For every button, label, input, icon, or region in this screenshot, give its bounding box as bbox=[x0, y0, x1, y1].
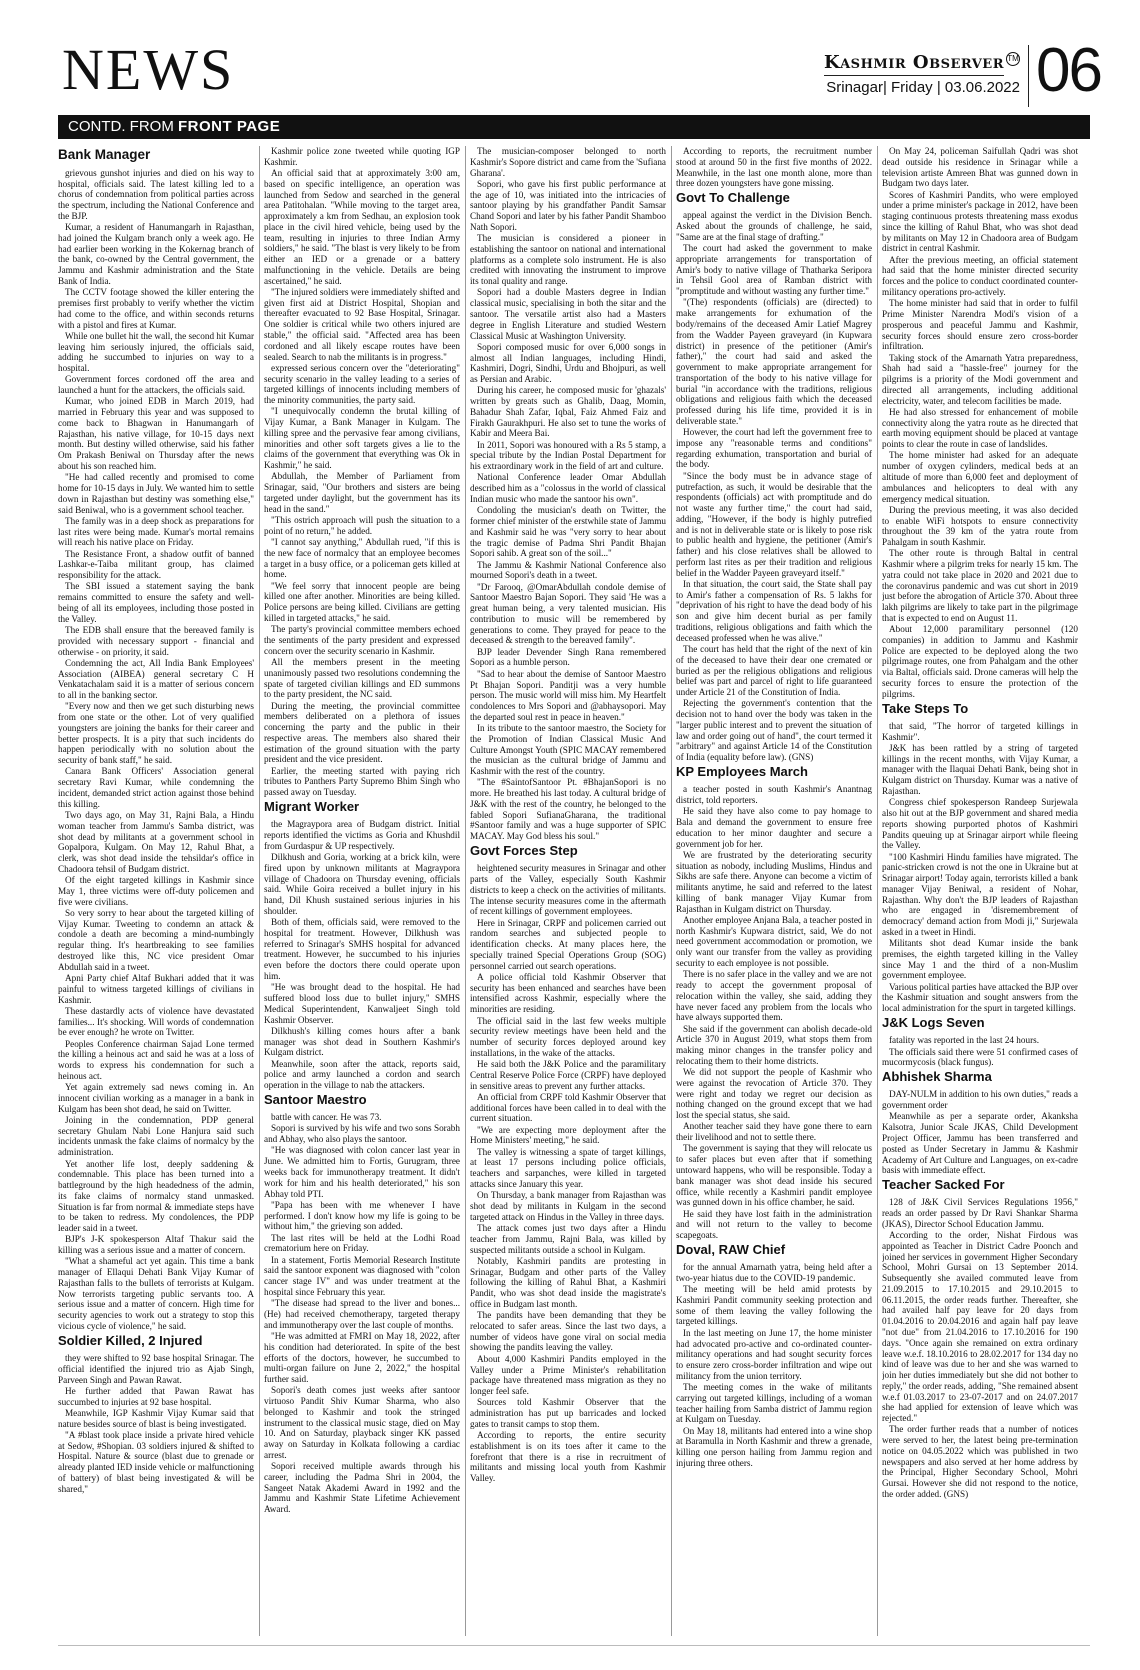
paragraph: The official said in the last few weeks multiple security review meetings have been held and the number of security forces deployed around key installations, in the wake of the attacks. bbox=[470, 1015, 666, 1058]
paragraph: We are frustrated by the deteriorating security situation as nobody, including Muslims, Hindus and Sikhs are safe there. Anyone can become a victim of militants anytime, he said and referred to the latest killing of bank manager Vijay Kumar from Rajasthan in Kulgam district on Thursday. bbox=[676, 849, 872, 914]
paragraph: The last rites will be held at the Lodhi Road crematorium here on Friday. bbox=[264, 1232, 460, 1254]
headline-soldier-killed: Soldier Killed, 2 Injured bbox=[58, 1332, 203, 1348]
paragraph: The attack comes just two days after a Hindu teacher from Jammu, Rajni Bala, was killed by suspected militants outside a school in Kulgam. bbox=[470, 1223, 666, 1255]
paragraph: However, the court had left the government free to impose any "reasonable terms and conditions" regarding exhumation, transportation and burial of the body. bbox=[676, 427, 872, 470]
paragraph: We did not support the people of Kashmir who were against the revocation of Article 370. They were right and today we regret our decision as nothing changed on the ground except that we had lost the special status, she said. bbox=[676, 1067, 872, 1121]
paragraph: a teacher posted in south Kashmir's Anantnag district, told reporters. bbox=[676, 784, 872, 805]
paragraph: The party's provincial committee members echoed the sentiments of the party president and expressed concern over the security scenario in Kashmir. bbox=[264, 624, 460, 656]
paragraph: An official from CRPF told Kashmir Observer that additional forces have been called in to deal with the current situation. bbox=[470, 1091, 666, 1124]
paragraph: they were shifted to 92 base hospital Srinagar. The official identified the injured trio as Ajab Singh, Parveen Singh and Pawan Rawat. bbox=[58, 1353, 254, 1385]
paragraph: During his career, he composed music for 'ghazals' written by greats such as Ghalib, Daag, Momin, Bahadur Shah Zafar, Iqbal, Faiz Ahmed Faiz and Firakh Gaurakhpuri. He also set to tune the works of Kabir and Meera Bai. bbox=[470, 385, 666, 439]
paragraph: Sopori composed music for over 6,000 songs in almost all Indian languages, including Hindi, Kashmiri, Dogri, Sindhi, Urdu and Bhojpuri, as well as Persian and Arabic. bbox=[470, 341, 666, 385]
paragraph: battle with cancer. He was 73. bbox=[271, 1112, 382, 1123]
masthead bbox=[720, 52, 1020, 96]
paragraph: Sources told Kashmir Observer that the administration has put up barricades and locked gates to transit camps to stop them. bbox=[470, 1397, 666, 1429]
paragraph: Two days ago, on May 31, Rajni Bala, a Hindu woman teacher from Jammu's Samba district, was shot dead by militants at a government school in Gopalpora, Kulgam. On May 12, Rahul Bhat, a clerk, was shot dead inside the tehsildar's office in Chadoora tehsil of Budgam district. bbox=[58, 810, 254, 874]
paragraph: Militants shot dead Kumar inside the bank premises, the eighth targeted killing in the Valley since May 1 and the third of a non-Muslim government employee. bbox=[882, 938, 1078, 981]
paragraph: Various political parties have attacked the BJP over the Kashmir situation and sought answers from the local administration for the spurt in targeted killings. bbox=[882, 981, 1078, 1014]
paragraph: The Jammu & Kashmir National Conference also mourned Sopori's death in a tweet. bbox=[470, 559, 666, 581]
paragraph: He further added that Pawan Rawat has succumbed to injuries at 92 base hospital. bbox=[58, 1385, 254, 1407]
paragraph: Another employee Anjana Bala, a teacher posted in north Kashmir's Kupwara district, said, We do not need government accommodation or promotion, we only want our transfer from the valley as providing security to each employee is not possible. bbox=[676, 914, 872, 968]
paragraph: The other route is through Baltal in central Kashmir where a pilgrim treks for nearly 15 km. The yatra could not take place in 2020 and 2021 due to the coronavirus pandemic and was cut short in 2019 just before the abrogation of Article 370. About three lakh pilgrims are likely to take part in the pilgrimage that is expected to end on August 11. bbox=[882, 548, 1078, 623]
article-abhishek-sharma bbox=[882, 1089, 1078, 1176]
paragraph: All the members present in the meeting unanimously passed two resolutions condemning the spate of targeted civilian killings and ED summons to the party president, the NC said. bbox=[264, 656, 460, 700]
paragraph: The pandits have been demanding that they be relocated to safer areas. Since the last two days, a number of videos have gone viral on social media showing the pandits leaving the valley. bbox=[470, 1310, 666, 1353]
paragraph: Notably, Kashmiri pandits are protesting in Srinagar, Budgam and other parts of the Valley following the killing of Rahul Bhat, a Kashmiri Pandit, who was shot dead inside the magistrate's office in Budgam last month. bbox=[470, 1255, 666, 1309]
paragraph: During the previous meeting, it was also decided to enable WiFi hotspots to ensure connectivity throughout the 39 km of the yatra route from Pahalgam in south Kashmir. bbox=[882, 504, 1078, 548]
headline-doval-raw: Doval, RAW Chief bbox=[676, 1241, 786, 1257]
paragraph: BJP's J-K spokesperson Altaf Thakur said the killing was a serious issue and a matter of concern. bbox=[58, 1234, 254, 1256]
article-jk-logs bbox=[882, 1035, 1078, 1068]
article-bank-manager bbox=[58, 168, 254, 1332]
column-rule bbox=[259, 146, 260, 1636]
article-santoor-continued bbox=[470, 146, 666, 842]
article-govt-forces bbox=[470, 863, 666, 1484]
paragraph: appeal against the verdict in the Division Bench. Asked about the grounds of challenge, he said, "Same are at the final stage of drafting." bbox=[676, 210, 872, 242]
paragraph: that said, "The horror of targeted killings in Kashmir". bbox=[882, 720, 1078, 742]
paragraph: expressed serious concern over the "deteriorating" security scenario in the valley leading to a series of targeted killings of innocents including members of the minority communities, the party said. bbox=[264, 362, 460, 406]
column-rule bbox=[465, 146, 466, 1636]
paragraph: The musician is considered a pioneer in establishing the santoor on national and international platforms as a complete solo instrument. He is also credited with innovating the instrument to improve its tonal quality and range. bbox=[470, 233, 666, 287]
paragraph: These dastardly acts of violence have devastated families... It's shocking. Will words of condemnation be ever enough? he wrote on Twitter. bbox=[58, 1005, 254, 1038]
paragraph: After the previous meeting, an official statement had said that the home minister directed security forces and the police to conduct coordinated counter-militancy operations pro-actively. bbox=[882, 254, 1078, 297]
article-soldier-continued bbox=[264, 146, 460, 798]
article-doval-raw bbox=[676, 1262, 872, 1469]
paragraph: 128 of J&K Civil Services Regulations 1956," reads an order passed by Dr Ravi Shankar Sharma (JKAS), Director School Education Jammu. bbox=[882, 1197, 1078, 1229]
headline-migrant-worker: Migrant Worker bbox=[264, 798, 360, 814]
paragraph: He said both the J&K Police and the paramilitary Central Reserve Police Force (CRPF) have deployed in sensitive areas to prevent any further attacks. bbox=[470, 1059, 666, 1091]
paragraph: Kumar, a resident of Hanumangarh in Rajasthan, had joined the Kulgam branch only a week ago. He had earlier been working in the Kokernag branch of the bank, co-owned by the Central government, the Jammu and Kashmir administration and the State Bank of India. bbox=[58, 222, 254, 286]
paragraph: About 12,000 paramilitary personnel (120 companies) in addition to Jammu and Kashmir Police are expected to be deployed along the two pilgrimage routes, one from Pahalgam and the other via Baltal, officials said. Drone cameras will help the security forces to ensure the protection of the pilgrims. bbox=[882, 624, 1078, 699]
paragraph: "Dr Farooq, @OmarAbdullah condole demise of Santoor Maestro Bajan Sopori. They said 'He was a great human being, a very talented musician. His contribution to music will be remembered by generations to come. They prayed for peace to the deceased & strength to the bereaved family". bbox=[470, 581, 666, 646]
paragraph: On May 24, policeman Saifullah Qadri was shot dead outside his residence in Srinagar while a television artiste Amreen Bhat was gunned down in Budgam two days later. bbox=[882, 146, 1078, 189]
paragraph: for the annual Amarnath yatra, being held after a two-year hiatus due to the COVID-19 pandemic. bbox=[676, 1262, 872, 1283]
paragraph: Meanwhile, soon after the attack, reports said, police and army launched a cordon and search operation in the village to nab the attackers. bbox=[264, 1058, 460, 1091]
headline-abhishek-sharma: Abhishek Sharma bbox=[882, 1069, 992, 1085]
paragraph: "He was brought dead to the hospital. He had suffered blood loss due to bullet injury," SMHS Medical Superintendent, Kanwaljeet Singh told Kashmir Observer. bbox=[264, 982, 460, 1025]
paragraph: Kashmir police zone tweeted while quoting IGP Kashmir. bbox=[264, 146, 460, 167]
paragraph: On May 18, militants had entered into a wine shop at Baramulla in North Kashmir and threw a grenade, killing one person hailing from Jammu region and injuring three others. bbox=[676, 1425, 872, 1468]
paragraph: He said they have lost faith in the administration and will not return to the valley to become scapegoats. bbox=[676, 1208, 872, 1241]
paragraph: "Every now and then we get such disturbing news from one state or the other. Lot of very qualified youngsters are joining the banks for their career and better prospects. It is a pity that such incidents do happen periodically with no solution about the security of bank staff," he said. bbox=[58, 701, 254, 766]
article-kp-employees bbox=[676, 784, 872, 1241]
paragraph: While one bullet hit the wall, the second hit Kumar leaving him seriously injured, the officials said, adding he succumbed to injuries on way to a hospital. bbox=[58, 330, 254, 374]
paragraph: The musician-composer belonged to north Kashmir's Sopore district and came from the 'Sufiana Gharana'. bbox=[470, 146, 666, 178]
article-migrant-worker bbox=[264, 819, 460, 1091]
paragraph: Peoples Conference chairman Sajad Lone termed the killing a heinous act and said he was at a loss of words to express his condemnation for such a heinous act. bbox=[58, 1038, 254, 1081]
paragraph: He said they have also come to pay homage to Bala and demand the government to ensure free education to her minor daughter and secure a government job for her. bbox=[676, 806, 872, 849]
paragraph: The meeting will be held amid protests by Kashmiri Pandit community seeking protection and some of them leaving the valley following the targeted killings. bbox=[676, 1284, 872, 1327]
paragraph: Joining in the condemnation, PDP general secretary Ghulam Nabi Lone Hanjura said such incidents unmask the fake claims of normalcy by the administration. bbox=[58, 1114, 254, 1158]
paragraph: She said if the government can abolish decade-old Article 370 in August 2019, what stops them from making minor changes in the transfer policy and relocating them to their home districts. bbox=[676, 1023, 872, 1066]
headline-santoor-maestro: Santoor Maestro bbox=[264, 1091, 367, 1107]
paragraph: In a statement, Fortis Memorial Research Institute said the santoor exponent was diagnosed with "colon cancer stage IV" and was under treatment at the hospital since February this year. bbox=[264, 1254, 460, 1297]
column-5 bbox=[882, 146, 1078, 1646]
paragraph: J&K has been rattled by a string of targeted killings in the recent months, with Vijay Kumar, a manager with the Ilaquai Dehati Bank, being shot in Kulgam district on Thursday. Kumar was a native of Rajasthan. bbox=[882, 742, 1078, 796]
paragraph: Condemning the act, All India Bank Employees' Association (AIBEA) general secretary C H Venkatachalam said it is a matter of serious concern to all in the banking sector. bbox=[58, 657, 254, 701]
continued-prefix: CONTD. FROM bbox=[68, 118, 178, 135]
paragraph: Taking stock of the Amarnath Yatra preparedness, Shah had said a "hassle-free" journey for the pilgrims is a priority of the Modi government and directed all arrangements, including additional electricity, water, and telecom facilities be made. bbox=[882, 352, 1078, 406]
paragraph: "(The) respondents (officials) are (directed) to make arrangements for exhumation of the body/remains of the deceased Amir Latief Magrey from the Wadder Payeen graveyard (in Kupwara district) in presence of the petitioner (Amir's father)," the court had said and asked the government to make appropriate arrangement for transportation of the body to his native village for burial "in accordance with the traditions, religious obligations and religious faith which the deceased professed during his life time, provided it is in deliverable state." bbox=[676, 297, 872, 426]
paragraph: "Papa has been with me whenever I have performed. I don't know how my life is going to be without him," the grieving son added. bbox=[264, 1199, 460, 1232]
trademark-icon: TM bbox=[1006, 52, 1020, 66]
paragraph: In 2011, Sopori was honoured with a Rs 5 stamp, a special tribute by the Indian Postal Department for his extraordinary work in the field of art and culture. bbox=[470, 439, 666, 472]
paragraph: Earlier, the meeting started with paying rich tributes to Panthers Party Supremo Bhim Singh who passed away on Tuesday. bbox=[264, 765, 460, 798]
paragraph: The meeting comes in the wake of militants carrying out targeted killings, including of a woman teacher hailing from Samba district of Jammu region at Kulgam on Tuesday. bbox=[676, 1382, 872, 1425]
paragraph: "He was diagnosed with colon cancer last year in June. We admitted him to Fortis, Gurugram, three weeks back for immunotherapy treatment. It didn't work for him and his health deteriorated," his son Abhay told PTI. bbox=[264, 1145, 460, 1199]
paragraph: Sopori is survived by his wife and two sons Sorabh and Abhay, who also plays the santoor. bbox=[264, 1123, 460, 1145]
article-santoor-maestro bbox=[264, 1112, 460, 1515]
headline-jk-logs: J&K Logs Seven bbox=[882, 1015, 985, 1031]
paragraph: grievous gunshot injuries and died on his way to hospital, officials said. The latest killing led to a chorus of condemnation from political parties across the spectrum, including the National Conference and the BJP. bbox=[58, 167, 254, 221]
paragraph: The government is saying that they will relocate us to safer places but even after that if something untoward happens, who will be responsible. Today a bank manager was shot dead inside his secured office, while recently a Kashmiri pandit employee was gunned down in his office chamber, he said. bbox=[676, 1143, 872, 1208]
continued-banner bbox=[58, 115, 1090, 139]
paragraph: Apni Party chief Altaf Bukhari added that it was painful to witness targeted killings of civilians in Kashmir. bbox=[58, 973, 254, 1005]
paragraph: "Since the body must be in advance stage of putrefaction, as such, it would be desirable that the respondents (officials) act with promptitude and do not waste any further time," the court had said, adding, "However, if the body is highly putrefied and is not in deliverable state or is likely to pose risk to public health and hygiene, the petitioner (Amir's father) and his close relatives shall be allowed to perform last rites as per their tradition and religious belief in the Wadder Payeen graveyard itself." bbox=[676, 470, 872, 578]
paragraph: Condoling the musician's death on Twitter, the former chief minister of the erstwhile state of Jammu and Kashmir said he was "very sorry to hear about the tragic demise of Padma Shri Pandit Bhajan Sopori sahib. A great son of the soil..." bbox=[470, 505, 666, 559]
paragraph: Both of them, officials said, were removed to the hospital for treatment. However, Dilkhush was referred to Srinagar's SMHS hospital for advanced treatment. However, he succumbed to his injuries even before the doctors there could operate upon him. bbox=[264, 917, 460, 981]
footer-rule bbox=[58, 1645, 1090, 1646]
paragraph: Of the eight targeted killings in Kashmir since May 1, three victims were off-duty policemen and five were civilians. bbox=[58, 875, 254, 907]
paragraph: "He was admitted at FMRI on May 18, 2022, after his condition had deteriorated. In spite of the best efforts of the doctors, however, he succumbed to multi-organ failure on June 2, 2022," the hospital further said. bbox=[264, 1330, 460, 1385]
paragraph: Kumar, who joined EDB in March 2019, had married in February this year and was supposed to come back to Bhagwan in Hanumangarh of Rajasthan, his native village, for 10-15 days next month. But destiny willed otherwise, said his father Om Prakash Beniwal on Thursday after the news about his son reached him. bbox=[58, 396, 254, 472]
paragraph: The home minister had asked for an adequate number of oxygen cylinders, medical beds at an altitude of more than 6,000 feet and deployment of ambulances and helicopters to deal with any emergency medical situation. bbox=[882, 450, 1078, 504]
article-take-steps bbox=[882, 721, 1078, 1014]
paragraph: Sopori's death comes just weeks after santoor virtuoso Pandit Shiv Kumar Sharma, who also belonged to Kashmir and took the stringed instrument to the classical music stage, died on May 10. And on Saturday, playback singer KK passed away on Saturday in Kolkata following a cardiac arrest. bbox=[264, 1385, 460, 1460]
headline-govt-forces: Govt Forces Step bbox=[470, 843, 578, 858]
paragraph: Meanwhile as per a separate order, Akanksha Kalsotra, Junior Scale JKAS, Child Development Project Officer, Jammu has been transferred and posted as Under Secretary in Jammu & Kashmir Academy of Art Culture and Languages, on ex-cadre basis with immediate effect. bbox=[882, 1111, 1078, 1176]
paragraph: Sopori received multiple awards through his career, including the Padma Shri in 2004, the Sangeet Natak Akademi Award in 1992 and the Jammu and Kashmir State Lifetime Achievement Award. bbox=[264, 1461, 460, 1515]
paragraph: "Sad to hear about the demise of Santoor Maestro Pt Bhajan Sopori. Panditji was a very humble person. The music world will miss him. My Heartfelt condolences to Mrs Sopori and @abhaysopori. May the departed soul rest in peace in heaven." bbox=[470, 668, 666, 722]
paragraph: The Resistance Front, a shadow outfit of banned Lashkar-e-Taiba militant group, has claimed responsibility for the attack. bbox=[58, 548, 254, 581]
headline-take-steps: Take Steps To bbox=[882, 700, 969, 716]
paragraph: The court has held that the right of the next of kin of the deceased to have their dear one cremated or buried as per the religious obligations and religious belief was part and parcel of right to life guaranteed under Article 21 of the Constitution of India. bbox=[676, 643, 872, 698]
paragraph: So very sorry to hear about the targeted killing of Vijay Kumar. Tweeting to condemn an attack & condole a death are becoming a mind-numbingly regular thing. It's heartbreaking to see families destroyed like this, NC vice president Omar Abdullah said in a tweet. bbox=[58, 907, 254, 972]
section-title: NEWS bbox=[62, 37, 235, 102]
column-rule bbox=[671, 146, 672, 1636]
page-number: 06 bbox=[1036, 36, 1101, 105]
paragraph: The court had asked the government to make appropriate arrangements for transportation of Amir's body to native village of Thatharka Seripora in Tehsil Gool area of Ramban district with "promptitude and without wasting any further time." bbox=[676, 243, 872, 297]
header-divider bbox=[1028, 45, 1029, 107]
paragraph: Sopori, who gave his first public performance at the age of 10, was initiated into the intricacies of santoor playing by his grandfather Pandit Samsar Chand Sopori and later by his father Pandit Shamboo Nath Sopori. bbox=[470, 178, 666, 232]
paragraph: "100 Kashmiri Hindu families have migrated. The panic-stricken crowd is not the one in Ukraine but at Srinagar airport! Today again, terrorists killed a bank manager Vijay Beniwal, a resident of Nohar, Rajasthan. Why don't the BJP leaders of Rajasthan who are engaged in 'disremembrement of democracy' demand action from Modi ji," Surjewala asked in a tweet in Hindi. bbox=[882, 851, 1078, 937]
paragraph: "We feel sorry that innocent people are being killed one after another. Minorities are being killed. Police persons are being killed. Civilians are getting killed in targeted attacks," he said. bbox=[264, 580, 460, 623]
paragraph: "The injured soldiers were immediately shifted and given first aid at District Hospital, Shopian and thereafter evacuated to 92 Base Hospital, Srinagar. One soldier is critical while two others injured are stable," the official said. "Affected area has been cordoned and all likely escape routes have been sealed. Search to nab the militants is in progress." bbox=[264, 286, 460, 362]
paragraph: Congress chief spokesperson Randeep Surjewala also hit out at the BJP government and shared media reports showing purported photos of Kashmiri Pandits queuing up at Srinagar airport while fleeing the Valley. bbox=[882, 797, 1078, 851]
paragraph: "I unequivocally condemn the brutal killing of Vijay Kumar, a Bank Manager in Kulgam. The killing spree and the pervasive fear among civilians, minorities and other soft targets gives a lie to the claims of the government that everything was Ok in Kashmir," he said. bbox=[264, 406, 460, 471]
paragraph: "This ostrich approach will push the situation to a point of no return," he added. bbox=[264, 515, 460, 536]
paragraph: The home minister had said that in order to fulfil Prime Minister Narendra Modi's vision of a prosperous and peaceful Jammu and Kashmir, security forces should ensure zero cross-border infiltration. bbox=[882, 298, 1078, 352]
article-teacher-sacked bbox=[882, 1197, 1078, 1499]
paragraph: National Conference leader Omar Abdullah described him as a "colossus in the world of classical Indian music who made the santoor his own". bbox=[470, 472, 666, 504]
paragraph: "I cannot say anything," Abdullah rued, "if this is the new face of normalcy that an employee becomes a target in a busy office, or a policeman gets killed at home. bbox=[264, 537, 460, 580]
paragraph: The family was in a deep shock as preparations for last rites were being made. Kumar's mortal remains will reach his native place on Friday. bbox=[58, 515, 254, 548]
column-2 bbox=[264, 146, 460, 1646]
article-govt-to-challenge bbox=[676, 210, 872, 763]
article-soldier-killed bbox=[58, 1353, 254, 1494]
paragraph: The SBI issued a statement saying the bank remains committed to ensure the safety and well-being of all its employees, including those posted in the Valley. bbox=[58, 581, 254, 624]
paragraph: According to reports, the recruitment number stood at around 50 in the first five months of 2022. Meanwhile, in the last one month alone, more than three dozen youngsters have gone missing. bbox=[676, 146, 872, 189]
headline-govt-to-challenge: Govt To Challenge bbox=[676, 190, 790, 206]
paragraph: DAY-NULM in addition to his own duties," reads a government order bbox=[882, 1089, 1078, 1111]
paragraph: About 4,000 Kashmiri Pandits employed in the Valley under a Prime Minister's rehabilitation package have threatened mass migration as they no longer feel safe. bbox=[470, 1353, 666, 1397]
paragraph: Sopori had a double Masters degree in Indian classical music, specialising in both the sitar and the santoor. The versatile artist also had a Masters degree in English Literature and studied Western Classical Music at Washington University. bbox=[470, 287, 666, 341]
paragraph: Yet another life lost, deeply saddening & condemnable. This place has been turned into a battleground by the high headedness of the admin, its fake claims of normalcy stand unmasked. Situation is far from normal & immediate steps have to be taken to redress. My condolences, the PDP leader said in a tweet. bbox=[58, 1158, 254, 1234]
paragraph: heightened security measures in Srinagar and other parts of the Valley, especially South Kashmir districts to keep a check on the activities of militants. The intense security measures come in the aftermath of recent killings of government employees. bbox=[470, 863, 666, 917]
headline-kp-employees: KP Employees March bbox=[676, 763, 808, 779]
paragraph: "A #blast took place inside a private hired vehicle at Sedow, #Shopian. 03 soldiers injured & shifted to Hospital. Nature & source (blast due to grenade or already planted IED inside vehicle or malfunctioning of battery) of blast being investigated & will be shared," bbox=[58, 1429, 254, 1494]
paragraph: He had also stressed for enhancement of mobile connectivity along the yatra route as he directed that earth moving equipment should be placed at vantage points to clear the route in case of landslides. bbox=[882, 406, 1078, 450]
paragraph: Yet again extremely sad news coming in. An innocent civilian working as a manager in a bank in Kulgam has been shot dead, he said on Twitter. bbox=[58, 1082, 254, 1114]
paragraph: Dilkhush and Goria, working at a brick kiln, were fired upon by unknown militants at Magraypora village of Chadoora on Thursday evening, officials said. While Goira received a bullet injury in his hand, Dil Khush sustained serious injuries in his shoulder. bbox=[264, 852, 460, 916]
masthead-logo: Kashmir Observer bbox=[824, 52, 1004, 76]
paragraph: On Thursday, a bank manager from Rajasthan was shot dead by militants in Kulgam in the second targeted attack on Hindus in the Valley in three days. bbox=[470, 1190, 666, 1222]
paragraph: In its tribute to the santoor maestro, the Society for the Promotion of Indian Classical Music And Culture Amongst Youth (SPIC MACAY remembered the musician as the cultural bridge of Jammu and Kashmir with the rest of the country. bbox=[470, 723, 666, 777]
paragraph: Dilkhush's killing comes hours after a bank manager was shot dead in Southern Kashmir's Kulgam district. bbox=[264, 1025, 460, 1058]
paragraph: An official said that at approximately 3:00 am, based on specific intelligence, an operation was launched from Sedow and searched in the general area Patitohalan. "While moving to the target area, approximately a km from Sedhau, an explosion took place in the civil hired vehicle, being used by the team, resulting in injuries to three Indian Army soldiers," he said. "The blast is very likely to be from either an IED or a grenade or a battery malfunctioning in the vehicle. Details are being ascertained," he said. bbox=[264, 168, 460, 286]
column-4 bbox=[676, 146, 872, 1646]
paragraph: BJP leader Devender Singh Rana remembered Sopori as a humble person. bbox=[470, 646, 666, 668]
paragraph: "He had called recently and promised to come home for 10-15 days in July. We wanted him to settle down in Rajasthan but destiny was something else," said Beniwal, who is a government school teacher. bbox=[58, 472, 254, 515]
column-rule bbox=[877, 146, 878, 1636]
column-1 bbox=[58, 146, 254, 1646]
paragraph: According to reports, the entire security establishment is on its toes after it came to the forefront that there is a rise in recruitment of militants and missing local youth from Kashmir Valley. bbox=[470, 1430, 666, 1484]
paragraph: The EDB shall ensure that the bereaved family is provided with necessary support - financial and otherwise - on priority, it said. bbox=[58, 625, 254, 657]
headline-teacher-sacked: Teacher Sacked For bbox=[882, 1177, 1005, 1193]
paragraph: Here in Srinagar, CRPF and policemen carried out random searches and subjected people to identification checks. At many places here, the specially trained Special Operations Group (SOG) personnel carried out search operations. bbox=[470, 917, 666, 971]
paragraph: Abdullah, the Member of Parliament from Srinagar, said, "Our brothers and sisters are being targeted under daylight, but the government has its head in the sand." bbox=[264, 471, 460, 514]
paragraph: The officials said there were 51 confirmed cases of mucormycosis (black fungus). bbox=[882, 1046, 1078, 1068]
paragraph: There is no safer place in the valley and we are not ready to accept the government proposal of relocation within the valley, she said, adding they have never faced any problem from the locals who have always supported them. bbox=[676, 969, 872, 1023]
paragraph: the Magraypora area of Budgam district. Initial reports identified the victims as Goria and Khushdil from Gurdaspur & UP respectively. bbox=[264, 819, 460, 851]
paragraph: The valley is witnessing a spate of target killings, at least 17 persons including police officials, teachers and sarpanches, were killed in targeted attacks since January this year. bbox=[470, 1146, 666, 1189]
paragraph: The order further reads that a number of notices were served to her, the latest being pre-termination notice on 04.05.2022 which was published in two newspapers and also served at her home address by the Principal, Higher Secondary School, Mohri Gursai. However she did not respond to the notice, the order added. (GNS) bbox=[882, 1424, 1078, 1499]
paragraph: According to the order, Nishat Firdous was appointed as Teacher in District Cadre Poonch and joined her services in government Higher Secondary School, Mohri Gursai on 13 September 2014. Subsequently she availed commuted leave from 21.09.2015 to 17.10.2015 and 29.10.2015 to 06.11.2015, the order reads further. Thereafter, she had availed half pay leave for 20 days from 01.04.2016 to 20.04.2016 and again half pay leave "not due" from 21.04.2016 to 17.10.2016 for 190 days. "Once again she remained on extra ordinary leave w.e.f. 18.10.2016 to 28.02.2017 for 134 day no kind of leave was due to her and she was warned to join her duties immediately but she did not bother to reply," the order reads, adding, "She remained absent w.e.f 01.03.2017 to 23-07-2017 and on 24.07.2017 she had applied for extension of leave which was rejected." bbox=[882, 1230, 1078, 1424]
continued-source: FRONT PAGE bbox=[178, 118, 281, 135]
article-govt-forces-continued bbox=[676, 146, 872, 189]
paragraph: Government forces cordoned off the area and launched a hunt for the attackers, the officials said. bbox=[58, 374, 254, 396]
paragraph: Meanwhile, IGP Kashmir Vijay Kumar said that nature besides source of blast is being investigated. bbox=[58, 1407, 254, 1429]
paragraph: During the meeting, the provincial committee members deliberated on a plethora of issues concerning the party and the public in their respective areas. The members also shared their estimation of the ground situation with the party president and the vice president. bbox=[264, 700, 460, 765]
column-3 bbox=[470, 146, 666, 1646]
paragraph: A police official told Kashmir Observer that security has been enhanced and searches have been intensified across Kashmir, especially where the minorities are residing. bbox=[470, 971, 666, 1015]
paragraph: "The #SaintofSantoor Pt. #BhajanSopori is no more. He breathed his last today. A cultural bridge of J&K with the rest of the country, he belonged to the fabled Sopori SufianaGharana, the traditional #Santoor family and was a huge supporter of SPIC MACAY. May God bless his soul." bbox=[470, 777, 666, 842]
dateline: Srinagar| Friday | 03.06.2022 bbox=[826, 79, 1020, 96]
paragraph: fatality was reported in the last 24 hours. bbox=[889, 1035, 1040, 1046]
paragraph: In the last meeting on June 17, the home minister had advocated pro-active and co-ordinated counter-militancy operations and had sought security forces to ensure zero cross-border infiltration and wipe out militancy from the union territory. bbox=[676, 1327, 872, 1381]
paragraph: "We are expecting more deployment after the Home Ministers' meeting," he said. bbox=[470, 1124, 666, 1146]
article-doval-continued bbox=[882, 146, 1078, 700]
paragraph: "What a shameful act yet again. This time a bank manager of Ellaqui Dehati Bank Vijay Kumar of Rajasthan falls to the bullets of terrorists at Kulgam. Now terrorists targeting public servants too. A serious issue and a matter of concern. High time for security agencies to work out a strategy to stop this vicious cycle of violence," he said. bbox=[58, 1256, 254, 1331]
paragraph: Canara Bank Officers' Association general secretary Ravi Kumar, while condemning the incident, demanded strict action against those behind this killing. bbox=[58, 766, 254, 809]
paragraph: The CCTV footage showed the killer entering the premises first probably to verify whether the victim had come to the office, and within seconds returns with a pistol and fires at Kumar. bbox=[58, 287, 254, 330]
paragraph: Another teacher said they have gone there to earn their livelihood and not to settle there. bbox=[676, 1121, 872, 1143]
headline-bank-manager: Bank Manager bbox=[58, 147, 151, 162]
paragraph: "The disease had spread to the liver and bones... (He) had received chemotherapy, targeted therapy and immunotherapy over the last couple of months. bbox=[264, 1298, 460, 1330]
paragraph: In that situation, the court said, the State shall pay to Amir's father a compensation of Rs. 5 lakhs for "deprivation of his right to have the dead body of his son and give him decent burial as per family traditions, religious obligations and faith which the deceased professed when he was alive." bbox=[676, 578, 872, 643]
paragraph: Rejecting the government's contention that the decision not to hand over the body was taken in the "larger public interest and to prevent the situation of law and order going out of hand", the court termed it "arbitrary" and against Article 14 of the Constitution of India (equality before law). (GNS) bbox=[676, 698, 872, 763]
paragraph: Scores of Kashmiri Pandits, who were employed under a prime minister's package in 2012, have been staging continuous protests threatening mass exodus since the killing of Rahul Bhat, who was shot dead by militants on May 12 in Chadoora area of Budgam district in central Kashmir. bbox=[882, 189, 1078, 254]
